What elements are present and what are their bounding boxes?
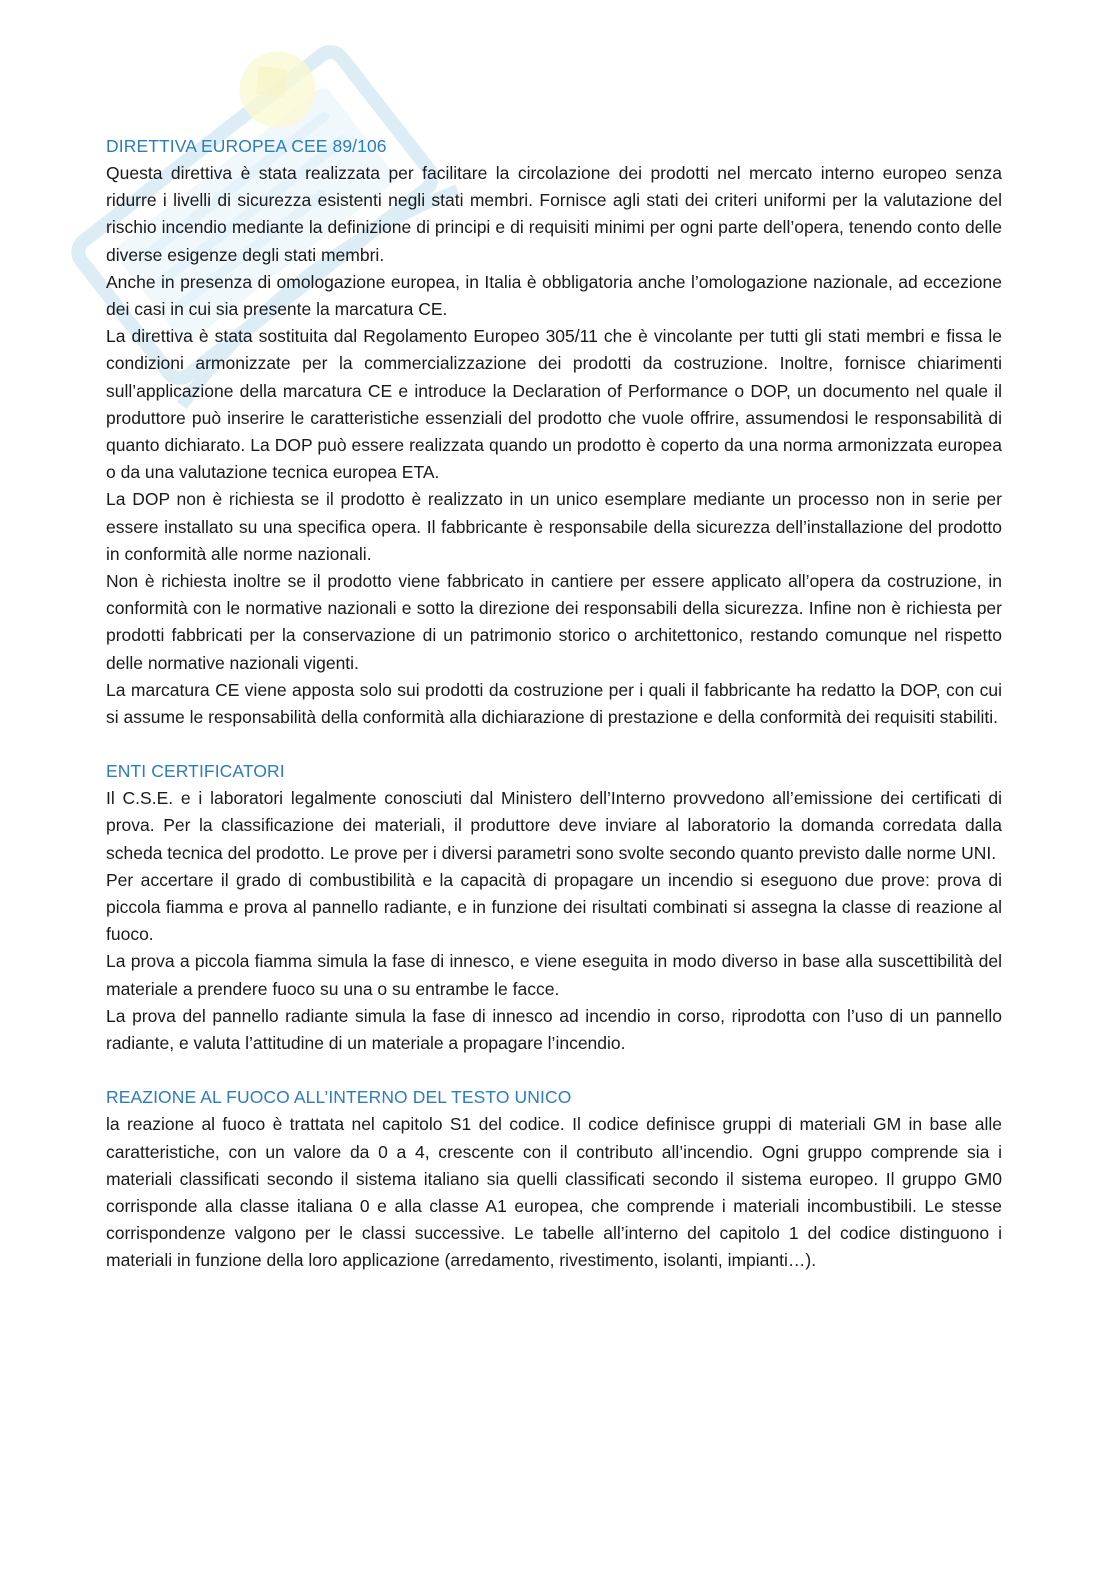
section-enti-certificatori [106,758,1002,1057]
paragraph: La direttiva è stata sostituita dal Regolamento Europeo 305/11 che è vincolante per tutti gli stati membri e fissa le condizioni armonizzate per la commercializzazione dei prodotti da costruzione. Inoltre, fornisce chiarimenti sull’applicazione della marcatura CE e introduce la Declaration of Performance o DOP, un documento nel quale il produttore può inserire le caratteristiche essenziali del prodotto che vuole offrire, assumendosi le responsabilità di quanto dichiarato. La DOP può essere realizzata quando un prodotto è coperto da una norma armonizzata europea o da una valutazione tecnica europea ETA. [106,326,1002,483]
document-page [106,133,1002,1302]
section-direttiva [106,133,1002,731]
section-title: DIRETTIVA EUROPEA CEE 89/106 [106,136,387,156]
paragraph: La prova a piccola fiamma simula la fase di innesco, e viene eseguita in modo diverso in base alla suscettibilità del materiale a prendere fuoco su una o su entrambe le facce. [106,951,1002,999]
paragraph: La marcatura CE viene apposta solo sui prodotti da costruzione per i quali il fabbricante ha redatto la DOP, con cui si assume le responsabilità della conformità alla dichiarazione di prestazione e della conformità dei requisiti stabiliti. [106,679,1002,728]
section-title: ENTI CERTIFICATORI [106,761,285,782]
section-title: REAZIONE AL FUOCO ALL’INTERNO DEL TESTO UNICO [106,1087,572,1108]
paragraph: La prova del pannello radiante simula la fase di innesco ad incendio in corso, riprodotta con l’uso di un pannello radiante, e valuta l’attitudine di un materiale a propagare l’incendio. [106,1005,1002,1054]
paragraph: La DOP non è richiesta se il prodotto è realizzato in un unico esemplare mediante un processo non in serie per essere installato su una specifica opera. Il fabbricante è responsabile della sicurezza dell’installazione del prodotto in conformità alle norme nazionali. [106,489,1002,564]
paragraph: Il C.S.E. e i laboratori legalmente conosciuti dal Ministero dell’Interno provvedono all’emissione dei certificati di prova. Per la classificazione dei materiali, il produttore deve inviare al laboratorio la domanda corredata dalla scheda tecnica del prodotto. Le prove per i diversi parametri sono svolte secondo quanto previsto dalle norme UNI. [106,788,1002,863]
paragraph: Anche in presenza di omologazione europea, in Italia è obbligatoria anche l’omologazione nazionale, ad eccezione dei casi in cui sia presente la marcatura CE. [106,271,1002,320]
paragraph: Questa direttiva è stata realizzata per facilitare la circolazione dei prodotti nel mercato interno europeo senza ridurre i livelli di sicurezza esistenti negli stati membri. Fornisce agli stati dei criteri uniformi per la valutazione del rischio incendio mediante la definizione di principi e di requisiti minimi per ogni parte dell’opera, tenendo conto delle diverse esigenze degli stati membri. [106,163,1002,265]
paragraph: la reazione al fuoco è trattata nel capitolo S1 del codice. Il codice definisce gruppi di materiali GM in base alle caratteristiche, con un valore da 0 a 4, crescente con il contributo all’incendio. Ogni gruppo comprende sia i materiali classificati secondo il sistema italiano sia quelli classificati secondo il sistema europeo. Il gruppo GM0 corrisponde alla classe italiana 0 e alla classe A1 europea, che comprende i materiali incombustibili. Le stesse corrispondenze valgono per le classi successive. Le tabelle all’interno del capitolo 1 del codice distinguono i materiali in funzione della loro applicazione (arredamento, rivestimento, isolanti, impianti…). [106,1114,1002,1271]
section-reazione-al-fuoco [106,1084,1002,1274]
paragraph: Per accertare il grado di combustibilità e la capacità di propagare un incendio si eseguono due prove: prova di piccola fiamma e prova al pannello radiante, e in funzione dei risultati combinati si assegna la classe di reazione al fuoco. [106,869,1002,945]
paragraph: Non è richiesta inoltre se il prodotto viene fabbricato in cantiere per essere applicato all’opera da costruzione, in conformità con le normative nazionali e sotto la direzione dei responsabili della sicurezza. Infine non è richiesta per prodotti fabbricati per la conservazione di un patrimonio storico o architettonico, restando comunque nel rispetto delle normative nazionali vigenti. [106,571,1002,673]
